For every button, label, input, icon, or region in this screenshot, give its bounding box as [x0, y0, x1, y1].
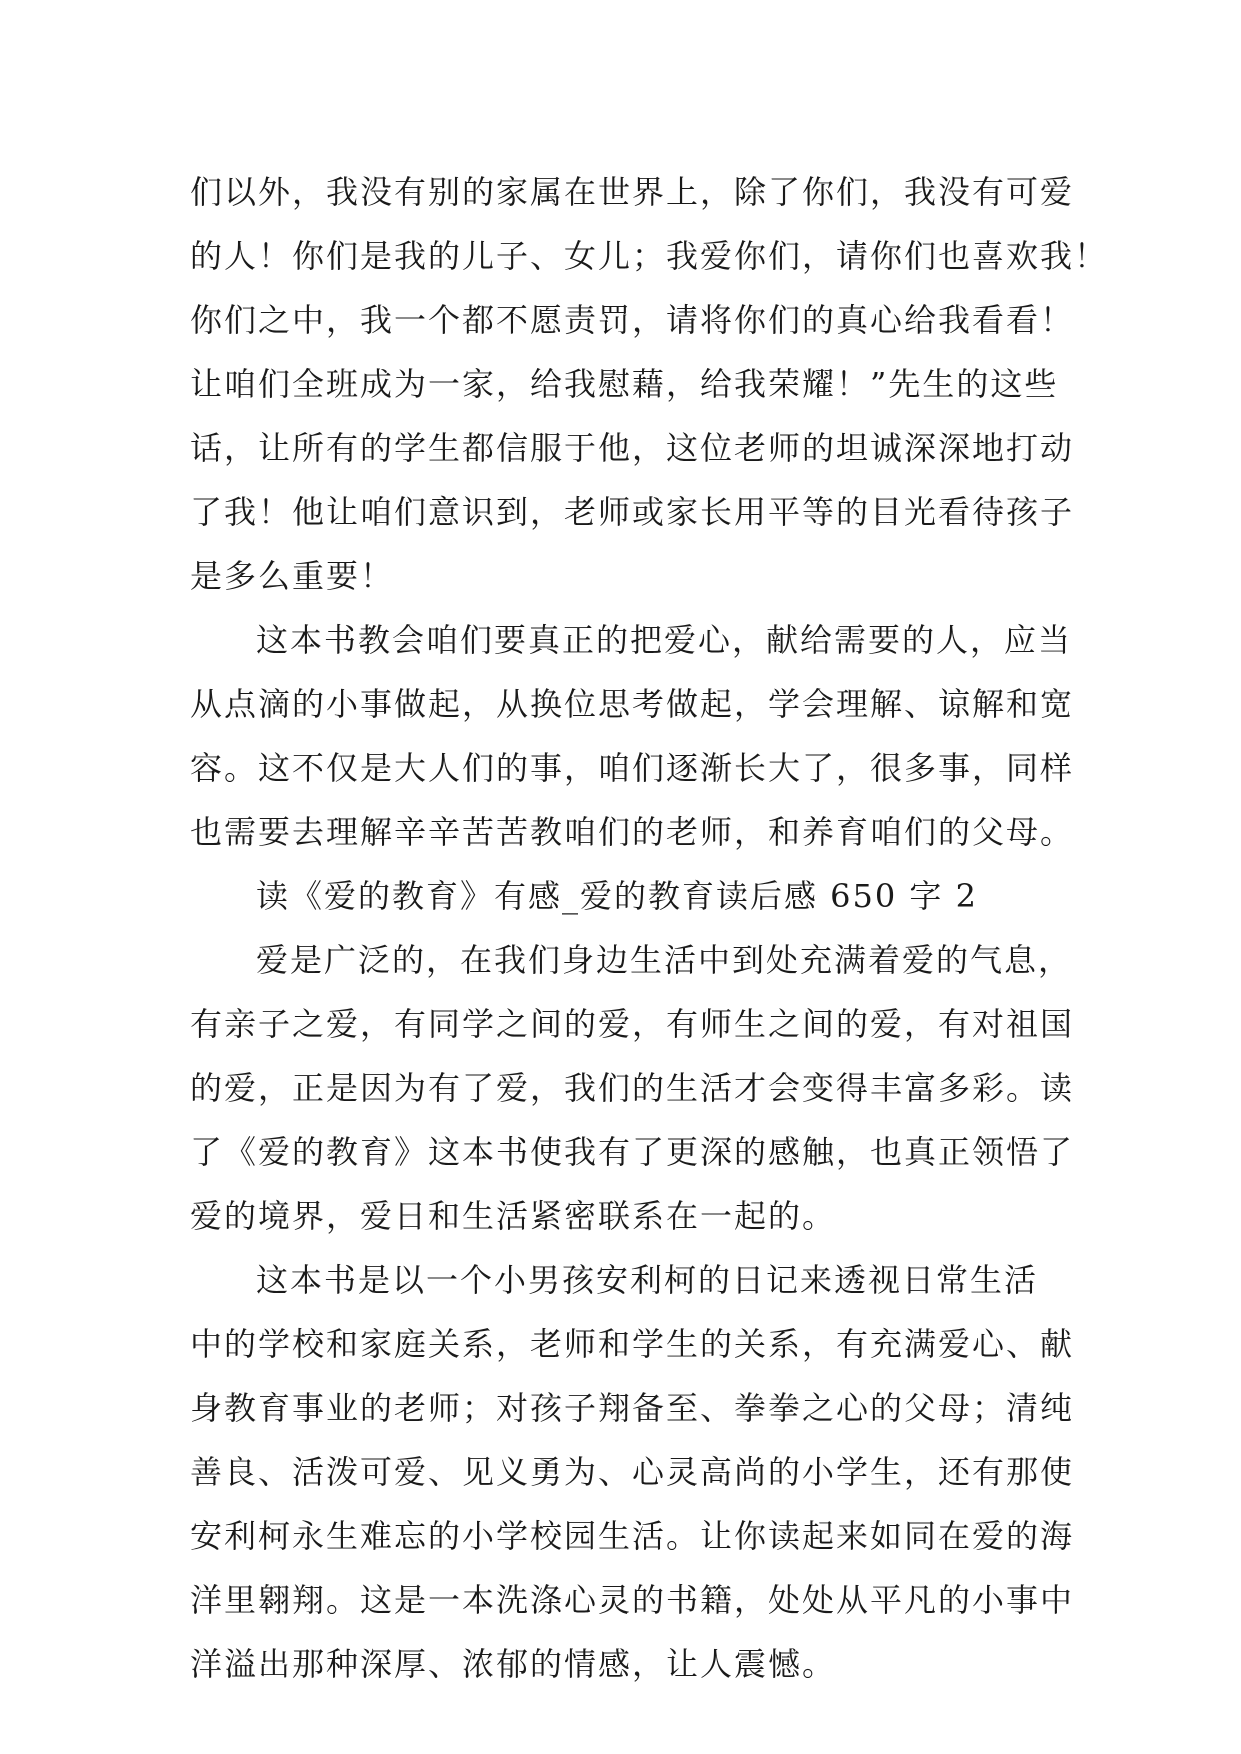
- text-line: 是多么重要！: [190, 557, 395, 595]
- text-line: 善良、活泼可爱、见义勇为、心灵高尚的小学生，还有那使: [190, 1453, 1075, 1491]
- text-line: 从点滴的小事做起，从换位思考做起，学会理解、谅解和宽: [190, 685, 1075, 723]
- paragraph: [190, 1248, 1075, 1696]
- paragraph: [190, 864, 1070, 928]
- text-line: 中的学校和家庭关系，老师和学生的关系，有充满爱心、献: [190, 1325, 1075, 1363]
- text-line: 容。这不仅是大人们的事，咱们逐渐长大了，很多事，同样: [190, 749, 1075, 787]
- text-line: 读《爱的教育》有感_爱的教育读后感 650 字 2: [256, 877, 978, 915]
- text-line: 洋里翱翔。这是一本洗涤心灵的书籍，处处从平凡的小事中: [190, 1581, 1075, 1619]
- text-line: 爱是广泛的，在我们身边生活中到处充满着爱的气息，: [256, 941, 1073, 979]
- text-line: 的爱，正是因为有了爱，我们的生活才会变得丰富多彩。读: [190, 1069, 1075, 1107]
- paragraph: [190, 608, 1075, 864]
- text-line: 安利柯永生难忘的小学校园生活。让你读起来如同在爱的海: [190, 1517, 1075, 1555]
- text-line: 你们之中，我一个都不愿责罚，请将你们的真心给我看看！: [190, 301, 1075, 339]
- text-line: 身教育事业的老师；对孩子翔备至、拳拳之心的父母；清纯: [190, 1389, 1075, 1427]
- text-line: 了我！他让咱们意识到，老师或家长用平等的目光看待孩子: [190, 493, 1075, 531]
- text-line: 有亲子之爱，有同学之间的爱，有师生之间的爱，有对祖国: [190, 1005, 1075, 1043]
- paragraph: [190, 160, 1109, 608]
- text-line: 这本书教会咱们要真正的把爱心，献给需要的人，应当: [256, 621, 1073, 659]
- text-line: 话，让所有的学生都信服于他，这位老师的坦诚深深地打动: [190, 429, 1075, 467]
- text-line: 爱的境界，爱日和生活紧密联系在一起的。: [190, 1197, 837, 1235]
- text-line: 了《爱的教育》这本书使我有了更深的感触，也真正领悟了: [190, 1133, 1075, 1171]
- text-line: 这本书是以一个小男孩安利柯的日记来透视日常生活: [256, 1261, 1039, 1299]
- text-line: 也需要去理解辛辛苦苦教咱们的老师，和养育咱们的父母。: [190, 813, 1075, 851]
- text-line: 的人！你们是我的儿子、女儿；我爱你们，请你们也喜欢我！: [190, 237, 1109, 275]
- text-line: 洋溢出那种深厚、浓郁的情感，让人震憾。: [190, 1645, 837, 1683]
- document-body: [190, 160, 1109, 1696]
- paragraph: [190, 928, 1075, 1248]
- text-line: 们以外，我没有别的家属在世界上，除了你们，我没有可爱: [190, 173, 1075, 211]
- text-line: 让咱们全班成为一家，给我慰藉，给我荣耀！”先生的这些: [190, 365, 1059, 403]
